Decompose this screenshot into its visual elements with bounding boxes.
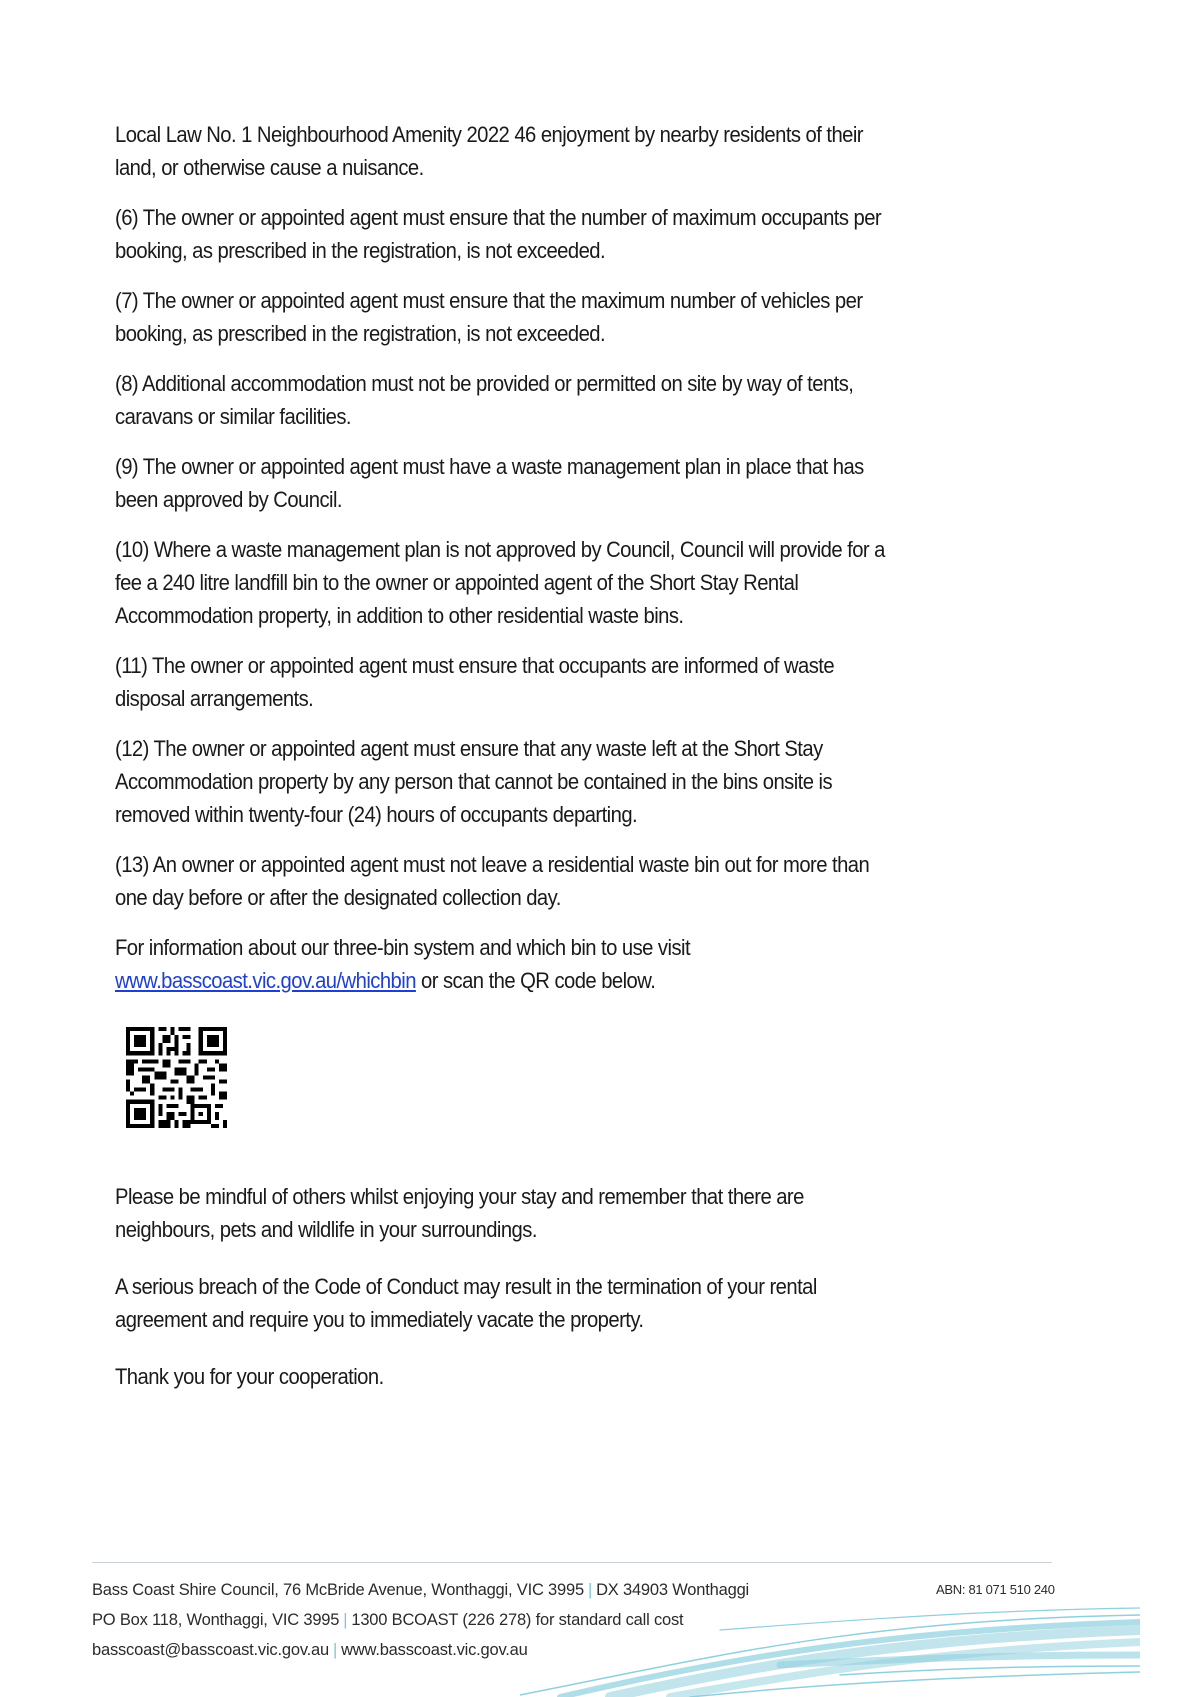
footer-divider: [92, 1562, 1052, 1563]
text-line: A serious breach of the Code of Conduct may result in the termination of your rental: [115, 1274, 817, 1299]
paragraph-clause-6: [115, 201, 1075, 267]
document-body: [115, 118, 1075, 1014]
decorative-wave-icon: [520, 1600, 1140, 1697]
text-line: (13) An owner or appointed agent must not leave a residential waste bin out for more than: [115, 852, 870, 877]
text-line: fee a 240 litre landfill bin to the owner or appointed agent of the Short Stay Rental: [115, 570, 799, 595]
text-line: For information about our three-bin system and which bin to use visit: [115, 935, 691, 960]
text-fragment: or scan the QR code below.: [415, 968, 656, 993]
whichbin-link[interactable]: www.basscoast.vic.gov.au/whichbin: [115, 968, 416, 993]
text-line: agreement and require you to immediately vacate the property.: [115, 1307, 644, 1332]
text-line: land, or otherwise cause a nuisance.: [115, 155, 424, 180]
text-line: booking, as prescribed in the registration, is not exceeded.: [115, 238, 606, 263]
paragraph-thank-you: [115, 1360, 1075, 1393]
text-line: (10) Where a waste management plan is not approved by Council, Council will provide for a: [115, 537, 885, 562]
text-line: caravans or similar facilities.: [115, 404, 351, 429]
text-line: Accommodation property, in addition to other residential waste bins.: [115, 603, 684, 628]
paragraph-breach-warning: [115, 1270, 1075, 1336]
paragraph-clause-12: [115, 732, 1075, 831]
paragraph-clause-7: [115, 284, 1075, 350]
text-line: been approved by Council.: [115, 487, 342, 512]
po-box: PO Box 118, Wonthaggi, VIC 3995: [92, 1611, 340, 1629]
phone-number: 1300 BCOAST (226 278) for standard call cost: [351, 1611, 684, 1629]
paragraph-clause-8: [115, 367, 1075, 433]
text-line: (8) Additional accommodation must not be provided or permitted on site by way of tents,: [115, 371, 854, 396]
dx-address: DX 34903 Wonthaggi: [596, 1581, 750, 1599]
text-line: disposal arrangements.: [115, 686, 314, 711]
qr-code-icon[interactable]: [126, 1020, 227, 1135]
text-line: Accommodation property by any person that cannot be contained in the bins onsite is: [115, 769, 833, 794]
paragraph-clause-13: [115, 848, 1075, 914]
paragraph-intro: [115, 118, 1075, 184]
text-line: booking, as prescribed in the registration, is not exceeded.: [115, 321, 606, 346]
separator: |: [332, 1641, 338, 1659]
council-address: Bass Coast Shire Council, 76 McBride Avenue, Wonthaggi, VIC 3995: [92, 1581, 584, 1599]
website-url[interactable]: www.basscoast.vic.gov.au: [341, 1641, 528, 1659]
text-line: (7) The owner or appointed agent must ensure that the maximum number of vehicles per: [115, 288, 863, 313]
abn-number: ABN: 81 071 510 240: [936, 1582, 1055, 1597]
text-line: (9) The owner or appointed agent must have a waste management plan in place that has: [115, 454, 864, 479]
paragraph-mindful: [115, 1180, 1075, 1246]
text-line: Local Law No. 1 Neighbourhood Amenity 2022 46 enjoyment by nearby residents of their: [115, 122, 863, 147]
email-address[interactable]: basscoast@basscoast.vic.gov.au: [92, 1641, 329, 1659]
text-line: [115, 964, 998, 997]
separator: |: [343, 1611, 348, 1629]
closing-section: [115, 1180, 1075, 1410]
text-line: removed within twenty-four (24) hours of occupants departing.: [115, 802, 638, 827]
text-line: (6) The owner or appointed agent must ensure that the number of maximum occupants per: [115, 205, 882, 230]
text-line: one day before or after the designated collection day.: [115, 885, 561, 910]
text-line: (11) The owner or appointed agent must ensure that occupants are informed of waste: [115, 653, 835, 678]
paragraph-clause-9: [115, 450, 1075, 516]
text-line: neighbours, pets and wildlife in your surroundings.: [115, 1217, 537, 1242]
text-line: Please be mindful of others whilst enjoying your stay and remember that there are: [115, 1184, 804, 1209]
paragraph-clause-11: [115, 649, 1075, 715]
text-line: Thank you for your cooperation.: [115, 1364, 384, 1389]
paragraph-clause-10: [115, 533, 1075, 632]
separator: |: [587, 1581, 593, 1599]
paragraph-bin-info: [115, 931, 1075, 997]
text-line: (12) The owner or appointed agent must ensure that any waste left at the Short Stay: [115, 736, 823, 761]
